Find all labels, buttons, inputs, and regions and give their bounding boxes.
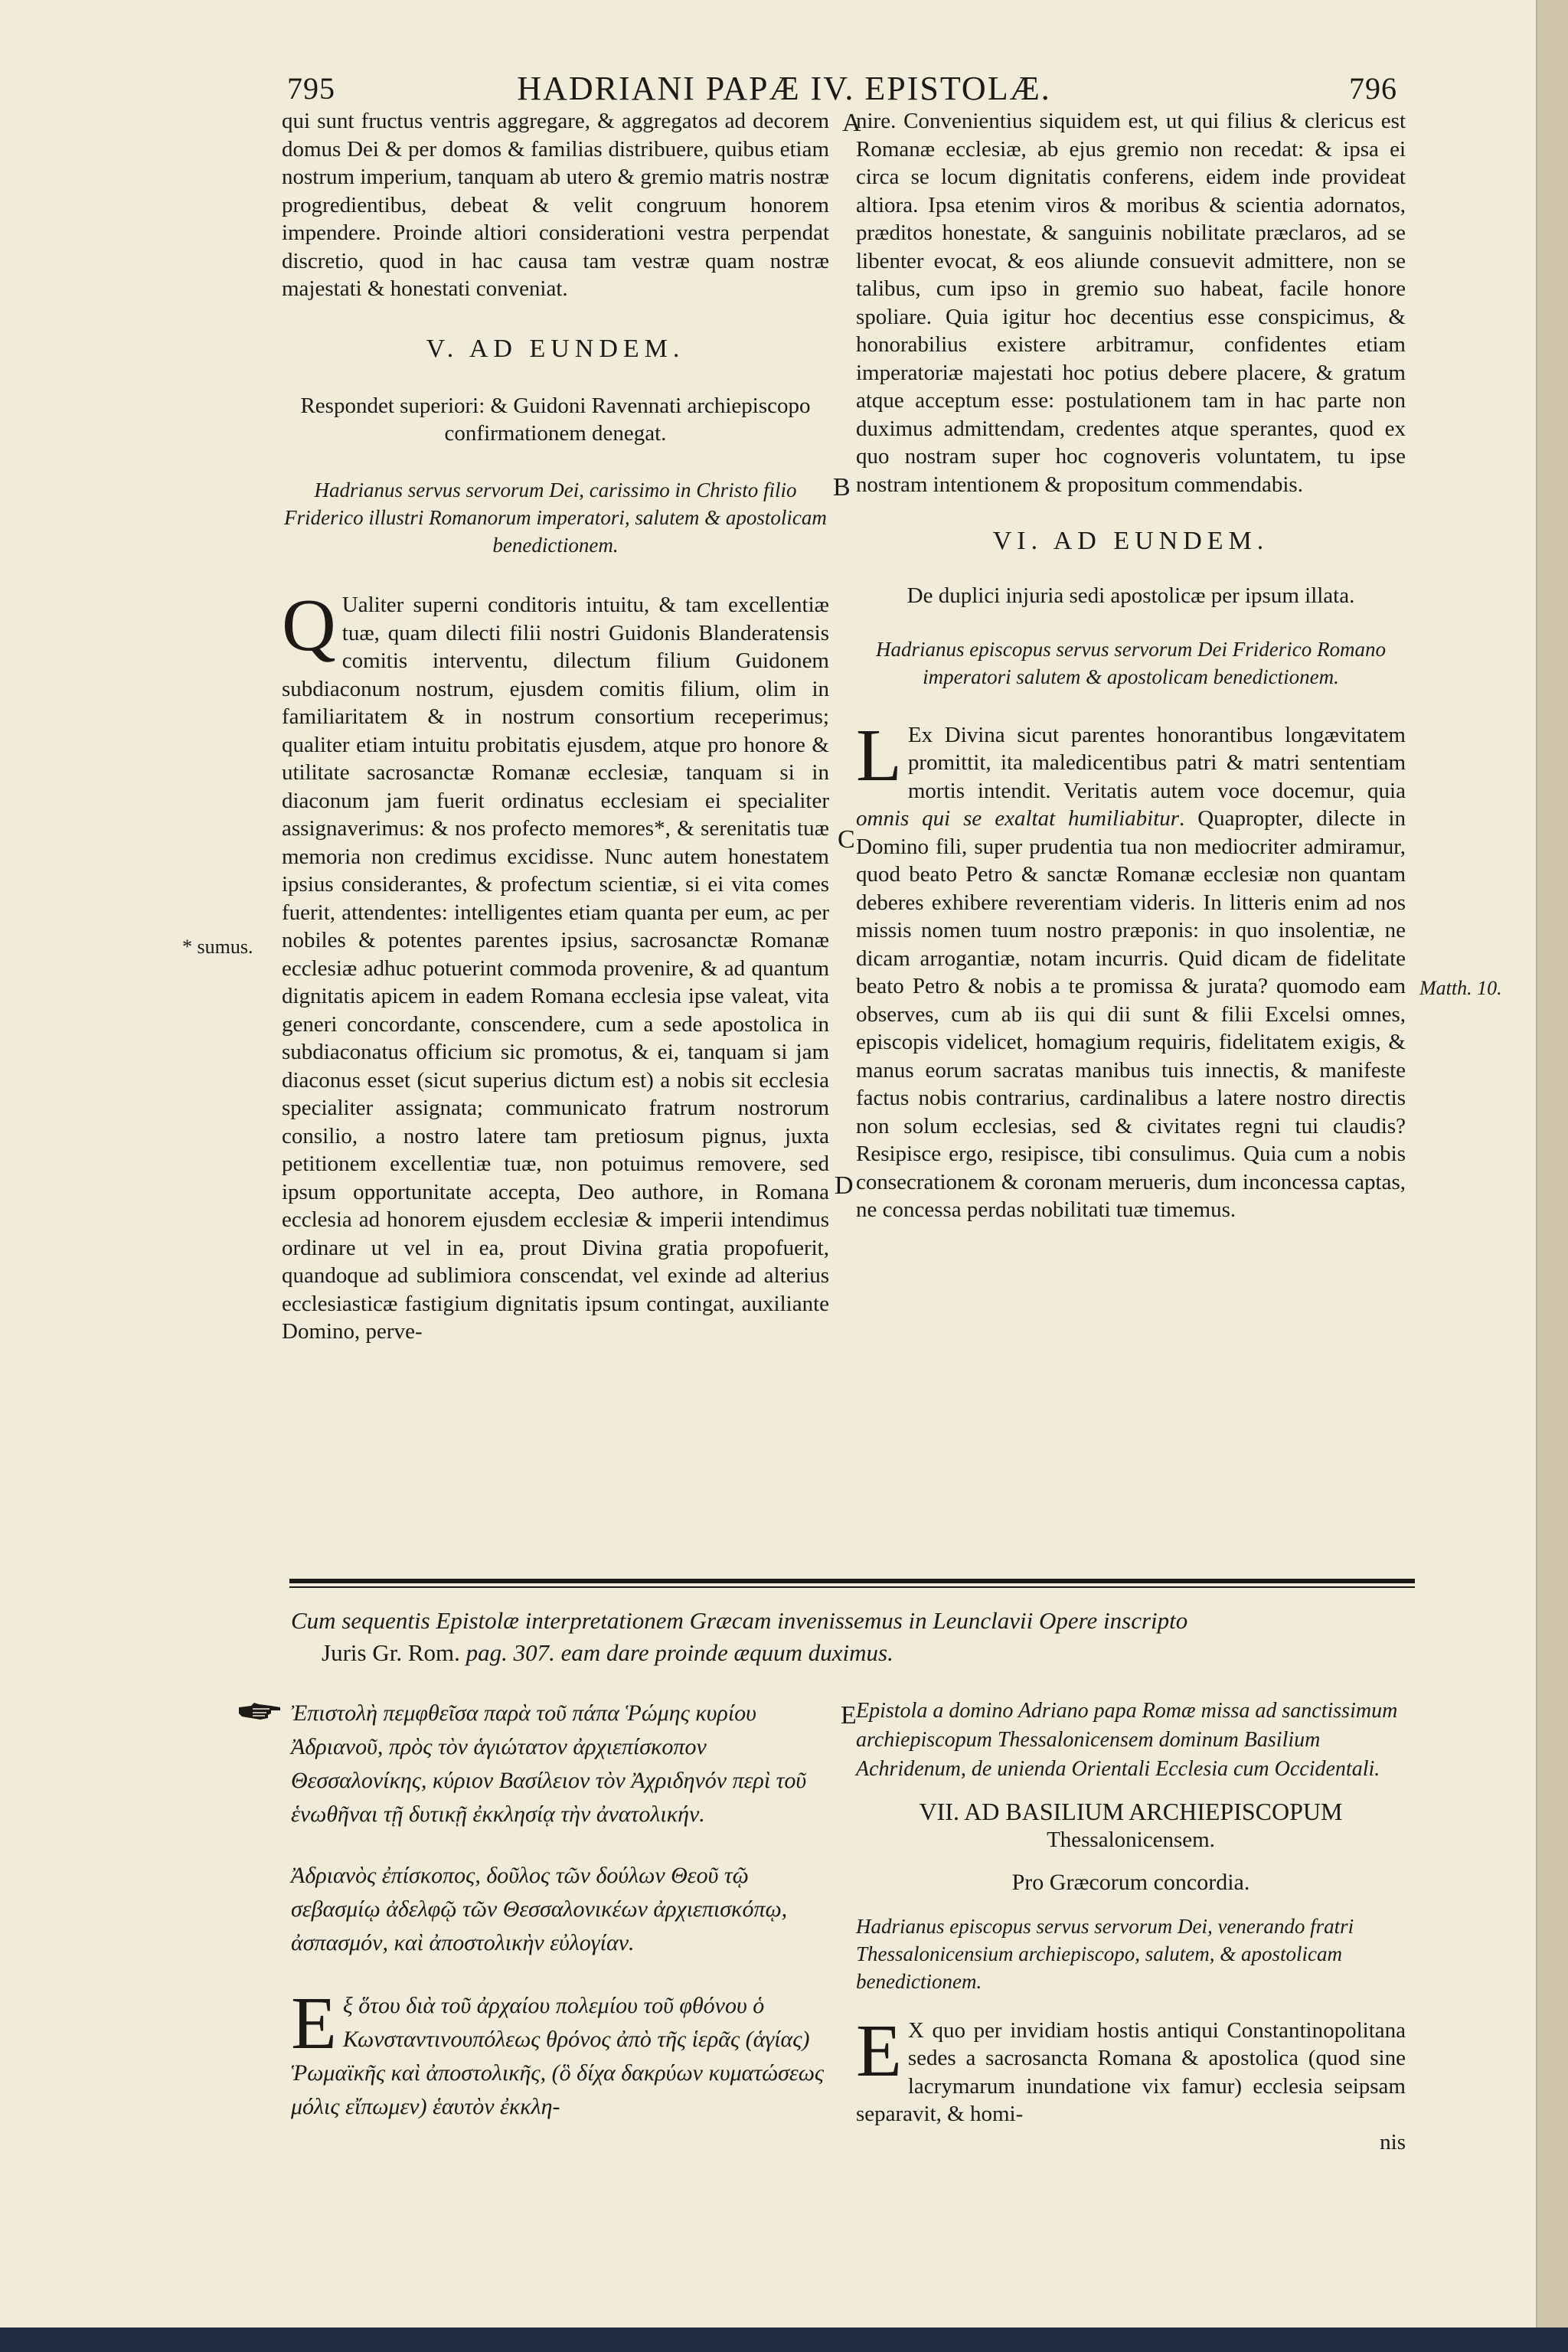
section-heading-vii: VII. AD BASILIUM ARCHIEPISCOPUM: [919, 1798, 1343, 1825]
page-number-right: 796: [1349, 71, 1397, 106]
salutation-vi: Hadrianus episcopus servus servorum Dei Friderico Romano imperatori salutem & apostolicam benedictionem.: [876, 637, 1386, 688]
section-letter-d: D: [835, 1171, 854, 1200]
greek-salutation: Ἀδριανὸς ἐπίσκοπος, δοῦλος τῶν δούλων Θεοῦ τῷ σεβασμίῳ ἀδελφῷ τῶν Θεσσαλονικέων ἀρχιεπισκόπῳ, ἀσπασμόν, καὶ ἀποστολικὴν εὐλογίαν.: [291, 1863, 788, 1955]
dropcap-l: L: [856, 714, 902, 797]
dropcap-e: E: [856, 2009, 902, 2092]
right-column: [856, 107, 1406, 1224]
section-rule-thick: [289, 1579, 1415, 1583]
page-number-left: 795: [287, 71, 335, 106]
greek-title: Ἐπιστολὴ πεμφθεῖσα παρὰ τοῦ πάπα Ῥώμης κυρίου Ἀδριανοῦ, πρὸς τὸν ἁγιώτατον ἀρχιεπίσκοπον Θεσσαλονίκης, κύριον Βασίλειον τὸν Ἀχριδηνόν περὶ τοῦ ἑνωθῆναι τῇ δυτικῇ ἐκκλησίᾳ τὴν ἀνατολικήν.: [291, 1700, 807, 1827]
running-title: HADRIANI PAPÆ IV. EPISTOLÆ.: [517, 70, 1051, 107]
section-heading-vi: VI. AD EUNDEM.: [992, 527, 1269, 555]
section-heading-vii-line2: Thessalonicensem.: [1047, 1827, 1215, 1852]
section-heading-v: V. AD EUNDEM.: [426, 334, 685, 363]
summary-vi: De duplici injuria sedi apostolicæ per ipsum illata.: [906, 583, 1355, 608]
summary-v: Respondet superiori: & Guidoni Ravennati archiepiscopo confirmationem denegat.: [300, 394, 811, 446]
letter-body-v: Q Ualiter superni conditoris intuitu, & tam excellentiæ tuæ, quam dilecti filii nostri Guidonis Blanderatensis comitis interventu, dilectum filium Guidonem subdiaconum nostrum, ejusdem comitis filium, olim in familiaritatem & in nostrum consortium receperimus; qualiter etiam intuitu probitatis ejusdem, atque pro honore & utilitate sacrosanctæ Romanæ ecclesiæ, tanquam si in diaconum jam fuerit ordinatus ecclesiam ei specialiter assignaverimus: & nos profecto memores*, & serenitatis tuæ memoria non credimus excidisse. Nunc autem honestatem ipsius considerantes, & profectum scientiæ, si ei vita comes fuerit, attendentes: intelligentes etiam quanta per eum, ac per nobiles & potentes parentes ipsius, sacrosanctæ Romanæ ecclesiæ adhuc potuerint commoda provenire, & ad quantum dignitatis apicem in eadem Romana ecclesia ipse valeat, vita generi concordante, conscendere, cum a sede apostolica in subdiaconatus officium sic promotus, & ei, tanquam si jam diaconus esset (sicut superius dictum est) a nobis sit ecclesia specialiter assignata; communicato fratrum nostrorum consilio, a nostro latere tam pretiosum pignus, juxta petitionem excellentiæ tuæ, non potuimus removere, sed ipsum opportunitate accepta, Deo authore, in Romana ecclesia ad honorem ejusdem ecclesiæ & imperii intendimus ordinare ut vel in ea, prout Divina gratia propofuerit, quandoque ad sublimiora conscendat, vel exinde ad alterius ecclesiasticæ fastigium dignitatis ipsum contingat, auxiliante Domino, perve-: [282, 584, 829, 1344]
section-letter-e: E: [841, 1701, 857, 1730]
summary-vii: Pro Græcorum concordia.: [1011, 1870, 1250, 1895]
dropcap-greek-e: Ε: [291, 1982, 337, 2065]
pointing-hand-icon: [237, 1701, 282, 1721]
section-rule-thin: [289, 1586, 1415, 1588]
greek-body: Εξ ὅτου διὰ τοῦ ἀρχαίου πολεμίου τοῦ φθόνου ὁ Κωνσταντινουπόλεως θρόνος ἀπὸ τῆς ἱερᾶς (ἁγίας) Ῥωμαϊκῆς καὶ ἀποστολικῆς, (ὃ δίχα δακρύων κυματώσεως μόλις εἴπωμεν) ἑαυτὸν ἐκκλη-: [291, 1982, 825, 2119]
book-spine: [1536, 0, 1568, 2328]
letter-body-vi: L Ex Divina sicut parentes honorantibus longævitatem promittit, ita maledicentibus patri & matri sententiam mortis intendit. Veritatis autem voce docemur, quia omnis qui se exaltat humiliabitur. Quapropter, dilecte in Domino fili, super prudentia tua non mediocriter admiramur, quod beato Petro & sanctæ Romanæ ecclesiæ non quantam deberes exhibere reverentiam videris. In litteris enim ad nos missis nomen tuum nostro præponis: in quo insolentiæ, ne dicam arrogantiæ, notam incurris. Quid dicam de fidelitate beato Petro & nobis a te promissa & jurata? quomodo eam observes, cum ab iis qui dii sunt & filii Excelsi omnes, episcopis videlicet, homagium requiris, fidelitatem exigis, & manus eorum sacratas manibus tuis innectis, & manifeste factus nobis contrarius, cardinalibus a latere nostro directis non solum ecclesias, sed & civitates regni tui claudis? Resipisce ergo, resipisce, tibi consulimus. Quia cum a nobis consecrationem & coronam merueris, dum inconcessa captas, ne concessa perdas nobilitati tuæ timemus.: [856, 714, 1406, 1222]
latin-translation-column: [856, 1697, 1406, 2156]
section-letter-a: A: [842, 109, 861, 137]
latin-title: Epistola a domino Adriano papa Romæ missa ad sanctissimum archiepiscopum Thessalonicensem dominum Basilium Achridenum, de unienda Orientali Ecclesia cum Occidentali.: [856, 1699, 1398, 1781]
letter-body-vii: E X quo per invidiam hostis antiqui Constantinopolitana sedes a sacrosancta Romana & apostolica (quod sine lacrymarum inundatione vix famur) ecclesia seipsam separavit, & homi-: [856, 2009, 1406, 2126]
catchword: nis: [1380, 2129, 1406, 2154]
salutation-v: Hadrianus servus servorum Dei, carissimo in Christo filio Friderico illustri Romanorum imperatori, salutem & apostolicam benedictionem.: [284, 479, 827, 557]
editorial-note: Cum sequentis Epistolæ interpretationem Græcam invenissemus in Leunclavii Opere inscripto Juris Gr. Rom. pag. 307. eam dare proinde æquum duximus.: [291, 1607, 1188, 1666]
dropcap-q: Q: [282, 584, 336, 667]
greek-column: [291, 1697, 835, 2124]
section-letter-b: B: [833, 473, 851, 501]
right-continuation: nire. Convenientius siquidem est, ut qui filius & clericus est Romanæ ecclesiæ, ab ejus gremio non recedat: & ipsa ei circa se locum dignitatis conferens, eidem inde provideat altiora. Ipsa etenim viros & moribus & scientia adornatos, præditos honestate, & sanguinis nobilitate præclaros, ad se libenter evocat, & eos aliunde consuevit admittere, non se talibus, cum ipso in gremio suo habeat, facile honore spoliare. Quia igitur hoc decentius esse conspicimus, & honorabilius existere arbitramur, confidentes etiam imperatoriæ majestati hoc potius debere placere, & gratum atque acceptum esse: postulationem tam in hac parte non duximus admittendam, credentes atque sperantes, quod ex quo nostram super hoc cognoveris voluntatem, tu ipse nostram intentionem & propositum commendabis.: [856, 109, 1406, 497]
left-continuation: qui sunt fructus ventris aggregare, & aggregatos ad decorem domus Dei & per domos & familias distribuere, quibus etiam nostrum imperium, tanquam ab utero & gremio matris nostræ progredientibus, debeat & velit congruum honorem impendere. Proinde altiori considerationi vestra perpendat discretio, quod in hac causa tam vestræ quam nostræ majestati & honestati conveniat.: [282, 109, 829, 301]
left-column: [282, 107, 829, 1346]
section-letter-c: C: [838, 825, 855, 854]
margin-note-sumus: * sumus.: [182, 936, 253, 958]
salutation-vii: Hadrianus episcopus servus servorum Dei, venerando fratri Thessalonicensium archiepiscopo, salutem, & apostolicam benedictionem.: [856, 1914, 1354, 1993]
margin-note-matth: Matth. 10.: [1419, 977, 1502, 999]
